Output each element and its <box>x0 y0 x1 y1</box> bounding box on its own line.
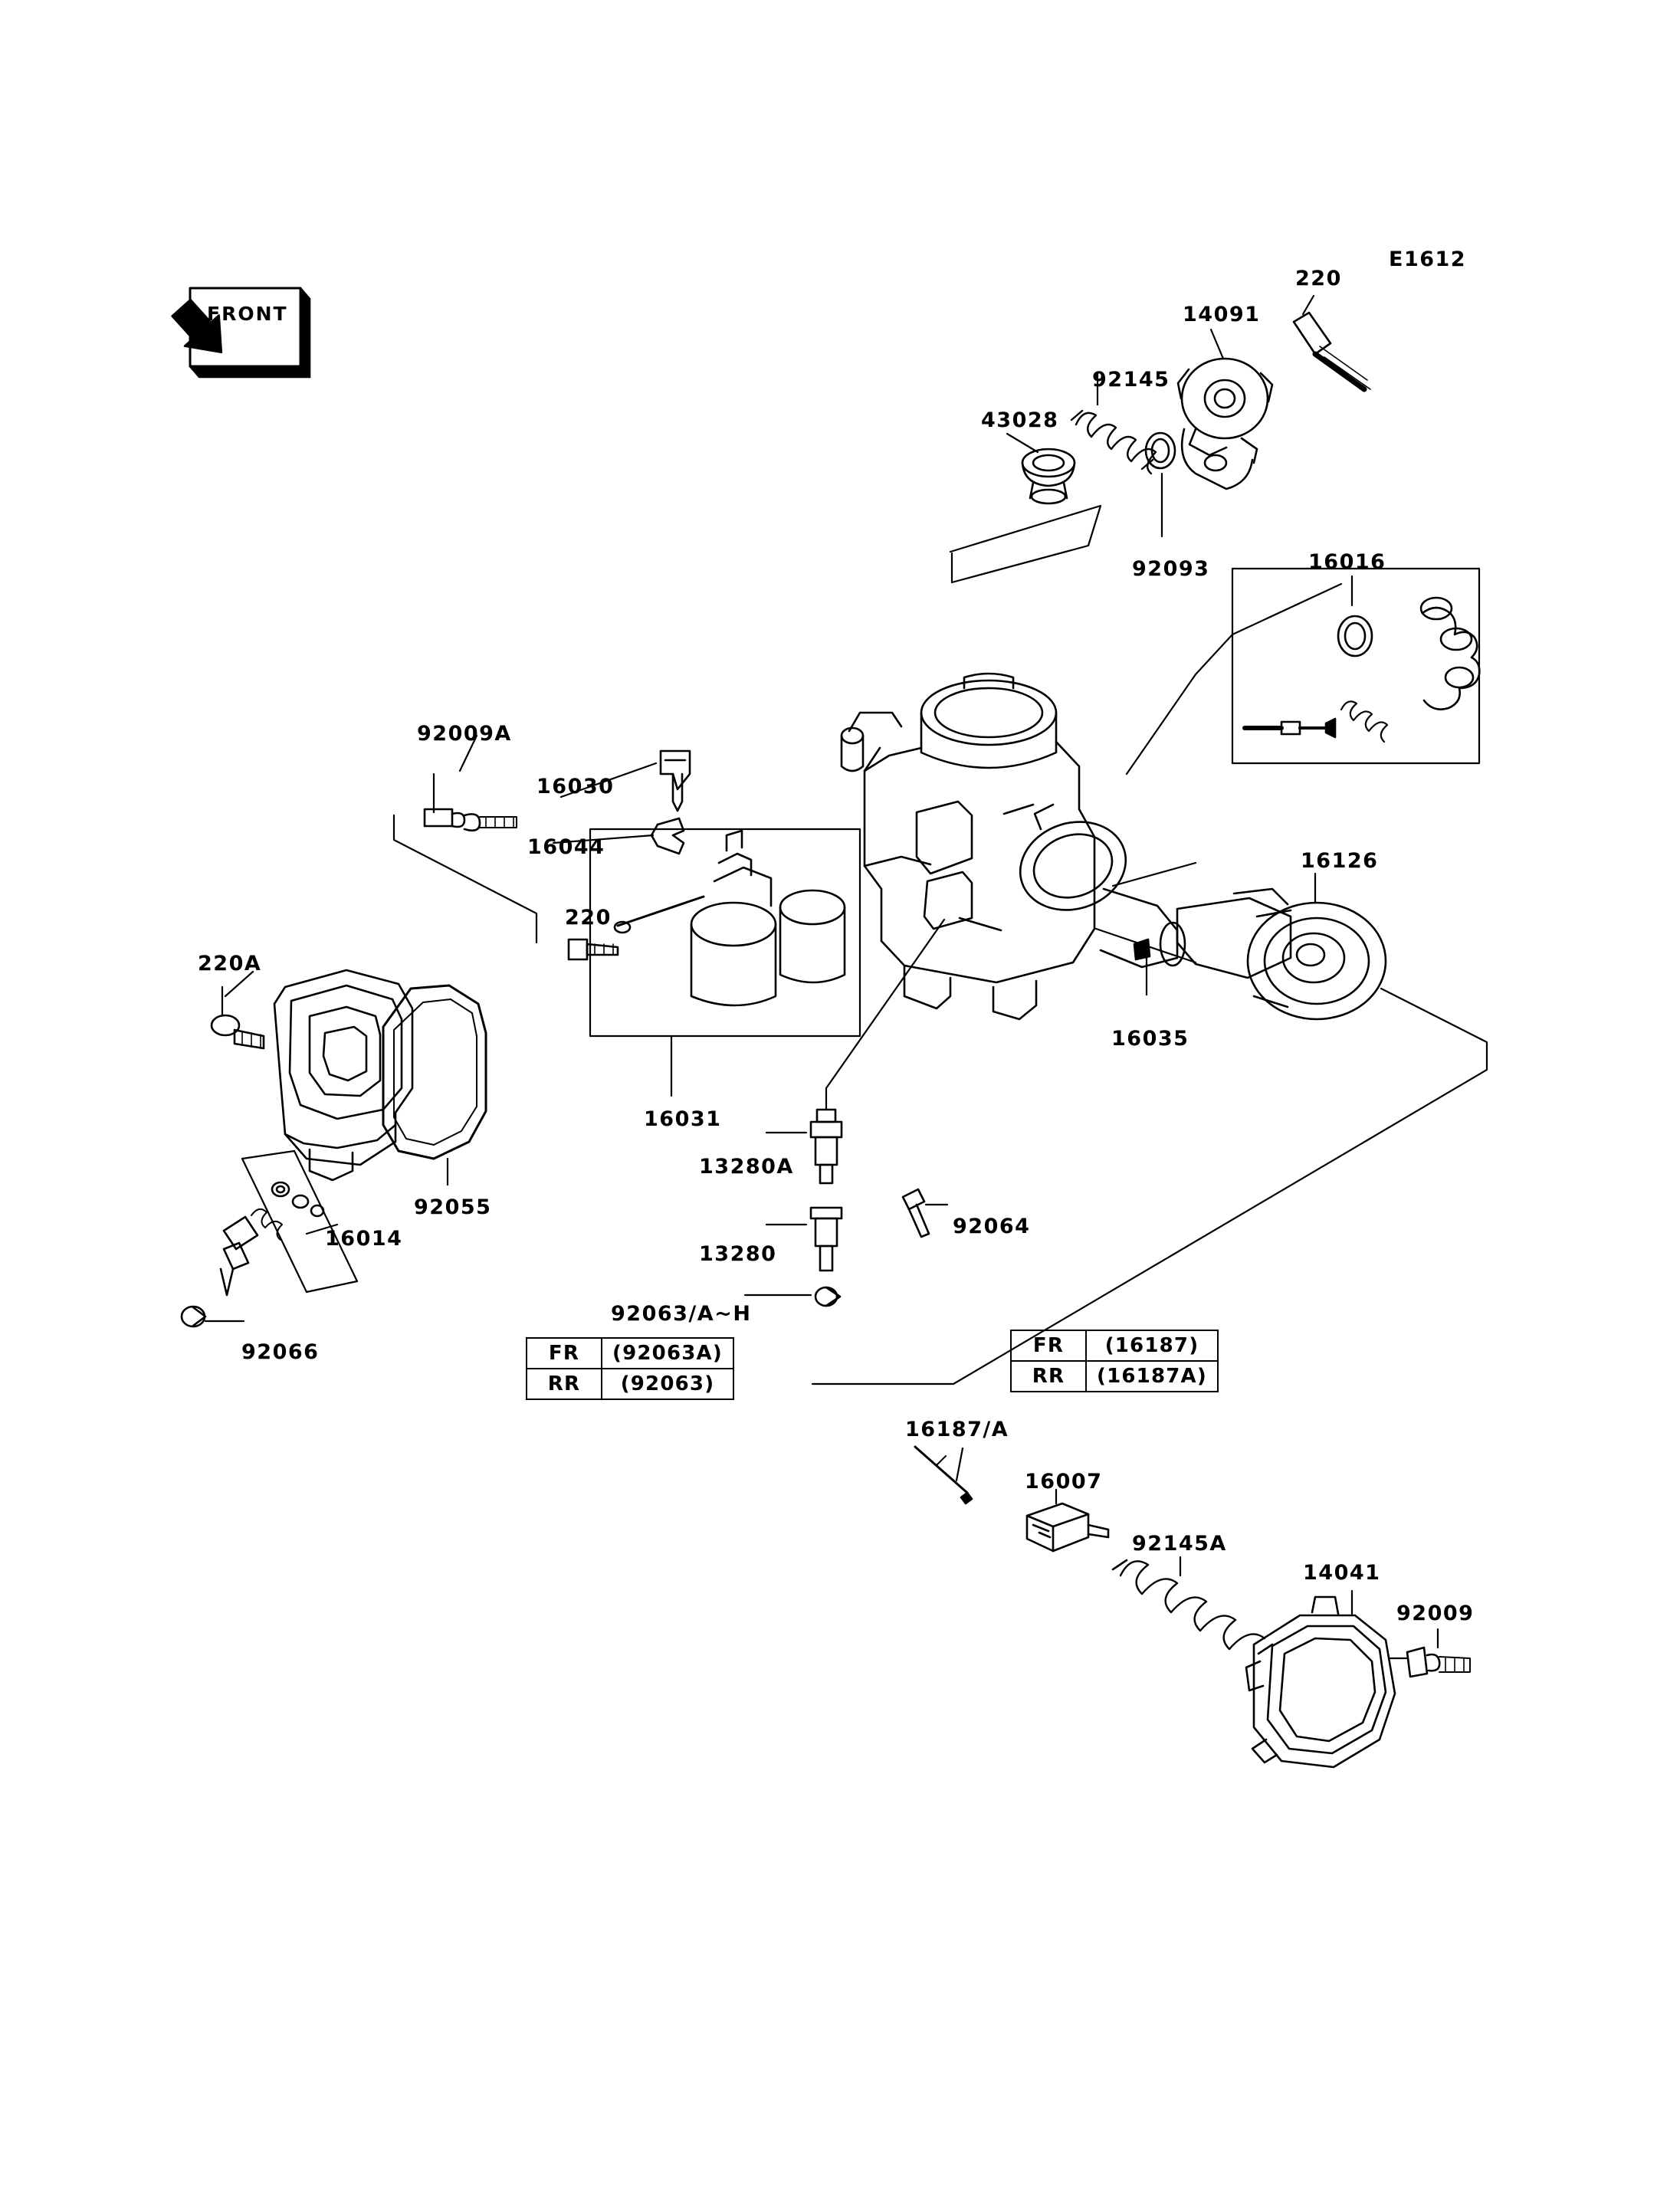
part-label-92066[interactable]: 92066 <box>241 1340 320 1364</box>
table-row <box>527 1338 733 1369</box>
part-label-92009A[interactable]: 92009A <box>417 722 512 746</box>
table-cell-value: (16187) <box>1086 1330 1218 1361</box>
carburetor-body <box>842 674 1185 1019</box>
part-label-92145A[interactable]: 92145A <box>1132 1532 1227 1556</box>
table-16187-variants <box>1010 1330 1219 1392</box>
part-label-14041[interactable]: 14041 <box>1303 1561 1381 1585</box>
part-13280A <box>811 1110 842 1183</box>
part-220-top <box>1294 313 1370 389</box>
part-label-16044[interactable]: 16044 <box>527 835 605 859</box>
part-92066 <box>182 1307 205 1326</box>
part-92063 <box>815 1287 840 1306</box>
part-220-mid <box>569 939 618 959</box>
part-label-92063-ah[interactable]: 92063/A~H <box>611 1302 752 1326</box>
part-label-16016[interactable]: 16016 <box>1308 550 1386 574</box>
part-label-92009[interactable]: 92009 <box>1396 1602 1475 1625</box>
part-label-220-top[interactable]: 220 <box>1295 267 1342 290</box>
part-label-16030[interactable]: 16030 <box>536 775 615 798</box>
table-row <box>1011 1330 1218 1361</box>
part-label-13280A[interactable]: 13280A <box>699 1155 794 1179</box>
table-cell-value: (16187A) <box>1086 1361 1218 1392</box>
part-label-43028[interactable]: 43028 <box>981 408 1059 432</box>
table-row <box>1011 1361 1218 1392</box>
part-16126 <box>1177 889 1386 1019</box>
part-16016 <box>1232 569 1479 763</box>
part-92009 <box>1389 1648 1470 1677</box>
part-label-16187a[interactable]: 16187/A <box>905 1418 1009 1441</box>
part-92009A <box>425 774 517 831</box>
table-92063-variants <box>526 1337 734 1400</box>
part-label-220-mid[interactable]: 220 <box>565 906 612 930</box>
float-chamber-body <box>274 970 412 1180</box>
part-label-16007[interactable]: 16007 <box>1025 1470 1103 1494</box>
part-16030 <box>661 751 690 811</box>
diagram-code: E1612 <box>1389 248 1467 271</box>
table-cell-key: FR <box>527 1338 602 1369</box>
part-92093 <box>1146 433 1175 468</box>
table-cell-value: (92063A) <box>602 1338 733 1369</box>
part-label-92093[interactable]: 92093 <box>1132 557 1210 581</box>
part-16007 <box>1027 1503 1108 1551</box>
part-92145 <box>1071 411 1156 474</box>
part-label-16126[interactable]: 16126 <box>1301 849 1379 873</box>
part-label-16035[interactable]: 16035 <box>1111 1027 1189 1051</box>
part-label-92055[interactable]: 92055 <box>414 1195 492 1219</box>
part-14091 <box>1178 359 1272 489</box>
part-16031 <box>590 829 860 1036</box>
part-43028 <box>1022 449 1075 503</box>
table-row <box>527 1369 733 1399</box>
part-14041 <box>1246 1597 1395 1767</box>
part-label-16031[interactable]: 16031 <box>644 1107 722 1131</box>
part-label-14091[interactable]: 14091 <box>1183 303 1261 326</box>
table-cell-key: FR <box>1011 1330 1086 1361</box>
part-16187A <box>915 1447 972 1503</box>
front-badge-text: FRONT <box>207 303 288 325</box>
part-16044 <box>651 818 684 854</box>
part-label-13280[interactable]: 13280 <box>699 1242 777 1266</box>
table-cell-key: RR <box>1011 1361 1086 1392</box>
part-13280 <box>811 1208 842 1271</box>
part-label-16014[interactable]: 16014 <box>325 1227 403 1251</box>
table-cell-value: (92063) <box>602 1369 733 1399</box>
part-92145A <box>1113 1560 1272 1654</box>
part-220A <box>212 987 264 1048</box>
part-92064 <box>903 1189 929 1237</box>
part-label-92064[interactable]: 92064 <box>953 1215 1031 1238</box>
table-cell-key: RR <box>527 1369 602 1399</box>
part-label-92145[interactable]: 92145 <box>1092 368 1170 392</box>
front-direction-badge <box>198 294 320 379</box>
part-label-220A[interactable]: 220A <box>198 952 262 976</box>
